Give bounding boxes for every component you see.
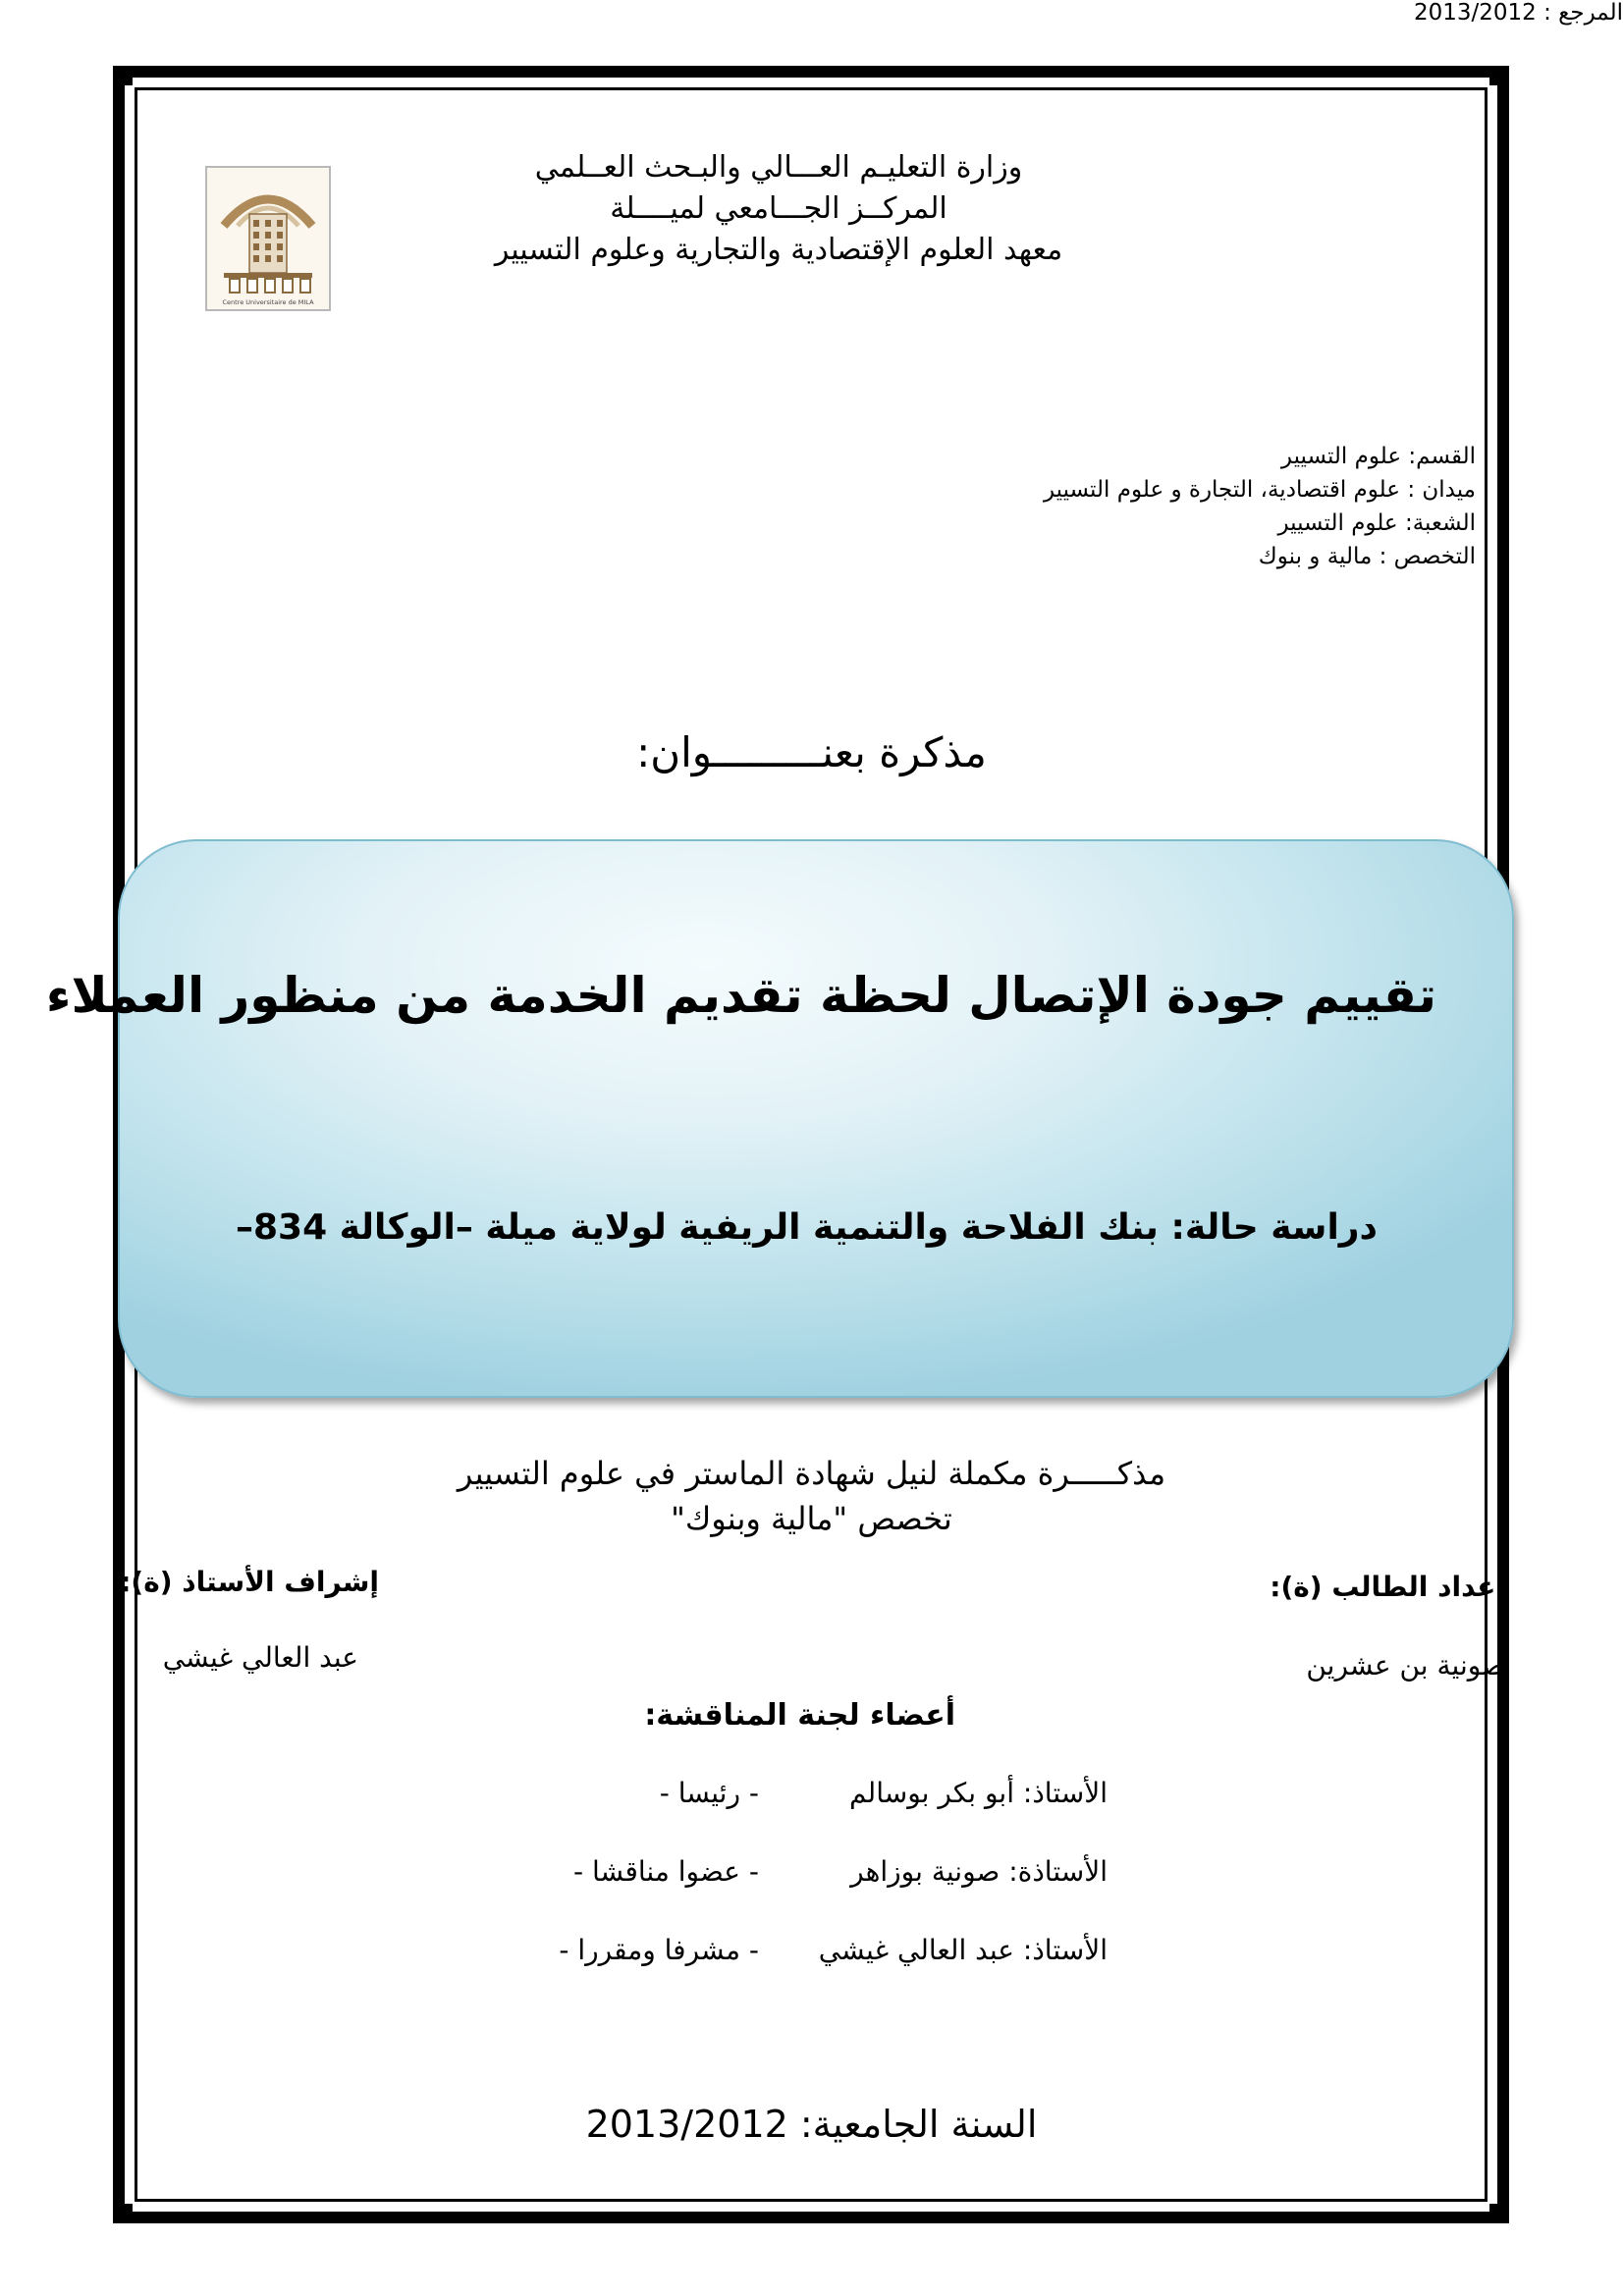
memo-label: مذكرة بعنـــــــــوان: bbox=[636, 728, 987, 776]
committee-role: - مشرفا ومقررا - bbox=[559, 1934, 759, 1966]
ministry-name: وزارة التعليـم العـــالي والبـحث العــلمي bbox=[534, 150, 1023, 185]
reference-line: المرجع : 2013/2012 bbox=[1413, 0, 1623, 26]
border-corner bbox=[1489, 66, 1509, 85]
specialty-statement: تخصص "مالية وبنوك" bbox=[671, 1500, 952, 1537]
header-block bbox=[425, 147, 1132, 271]
institute-name: معهد العلوم الإقتصادية والتجارية وعلوم التسيير bbox=[494, 233, 1063, 267]
border-corner bbox=[1489, 2204, 1509, 2223]
branch-line: الشعبة: علوم التسيير bbox=[1277, 510, 1476, 536]
academic-year: السنة الجامعية: 2013/2012 bbox=[585, 2103, 1038, 2146]
border-corner bbox=[113, 2204, 133, 2223]
logo-caption: Centre Universitaire de MILA bbox=[222, 298, 314, 306]
committee-role: - رئيسا - bbox=[659, 1777, 759, 1809]
specialty-line: التخصص : مالية و بنوك bbox=[1258, 544, 1476, 569]
supervisor-name: عبد العالي غيشي bbox=[162, 1641, 358, 1674]
thesis-title: تقييم جودة الإتصال لحظة تقديم الخدمة من منظور العملاء bbox=[45, 967, 1436, 1024]
building-icon bbox=[204, 165, 332, 312]
committee-member: الأستاذ: عبد العالي غيشي bbox=[818, 1934, 1108, 1966]
university-center-name: المركــز الجـــامعي لميــــلة bbox=[610, 191, 947, 226]
degree-line: مذكـــــرة مكملة لنيل شهادة الماستر في علوم التسيير bbox=[457, 1455, 1166, 1492]
committee-member: الأستاذة: صونية بوزاهر bbox=[850, 1855, 1108, 1888]
supervisor-label: إشراف الأستاذ (ة): bbox=[120, 1566, 379, 1598]
student-name: صونية بن عشرين bbox=[1306, 1649, 1505, 1682]
border-corner bbox=[113, 66, 133, 85]
field-line: ميدان : علوم اقتصادية، التجارة و علوم التسيير bbox=[1043, 477, 1476, 503]
committee-member: الأستاذ: أبو بكر بوسالم bbox=[849, 1777, 1108, 1809]
department-line: القسم: علوم التسيير bbox=[1280, 444, 1476, 469]
title-box bbox=[118, 839, 1514, 1398]
program-info bbox=[1044, 440, 1476, 573]
committee-role: - عضوا مناقشا - bbox=[572, 1855, 759, 1888]
degree-statement bbox=[0, 1451, 1623, 1541]
committee-label: أعضاء لجنة المناقشة: bbox=[644, 1698, 955, 1733]
university-logo bbox=[204, 165, 332, 312]
case-study-subtitle: دراسة حالة: بنك الفلاحة والتنمية الريفية لولاية ميلة –الوكالة 834– bbox=[235, 1207, 1378, 1248]
student-label: إعداد الطالب (ة): bbox=[1270, 1571, 1505, 1603]
